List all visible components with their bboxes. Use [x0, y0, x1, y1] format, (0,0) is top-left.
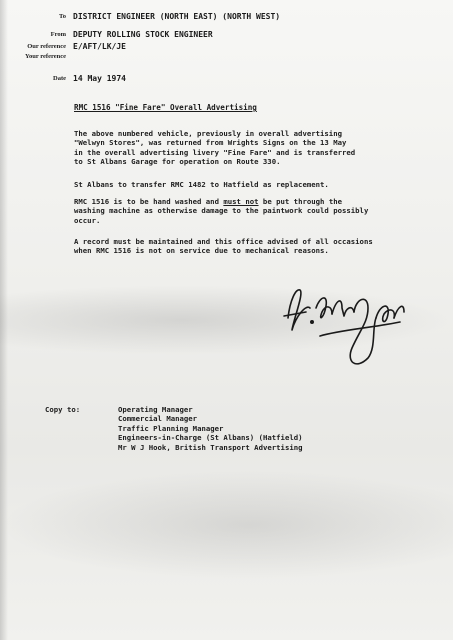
our-reference-label: Our reference — [27, 43, 66, 50]
copy-recipient: Mr W J Hook, British Transport Advertising — [118, 442, 303, 452]
date-value: 14 May 1974 — [73, 74, 126, 83]
photocopy-edge — [0, 0, 8, 640]
paragraph-3-text: RMC 1516 is to be hand washed and — [74, 197, 224, 206]
from-value: DEPUTY ROLLING STOCK ENGINEER — [73, 30, 213, 39]
body-paragraph-4: A record must be maintained and this office advised of all occasions when RMC 1516 is not on service due to mechanical reasons. — [74, 237, 373, 256]
body-paragraph-1: The above numbered vehicle, previously in overall advertising "Welwyn Stores", was returned from Wrights Signs on the 13 May in the overall advertising livery "Fine Fare" and is transferred to St Albans Garage for operation on Route 330. — [74, 129, 356, 166]
from-label: From — [50, 31, 66, 38]
to-value: DISTRICT ENGINEER (NORTH EAST) (NORTH WEST) — [73, 12, 281, 21]
to-label: To — [59, 13, 66, 20]
copy-recipient: Operating Manager — [118, 405, 193, 414]
memo-subject: RMC 1516 "Fine Fare" Overall Advertising — [74, 103, 257, 112]
copy-recipient: Engineers-in-Charge (St Albans) (Hatfield) — [118, 433, 303, 443]
date-label: Date — [53, 75, 66, 82]
copy-to-list — [118, 405, 303, 452]
copy-recipient: Commercial Manager — [118, 414, 198, 424]
paragraph-3-text-end: be put through the washing machine as otherwise damage to the paintwork could possibly occur. — [74, 197, 369, 225]
handwritten-signature — [280, 278, 410, 378]
copy-recipient: Traffic Planning Manager — [118, 423, 224, 433]
emphasis-must-not: must not — [223, 197, 259, 206]
body-paragraph-3 — [74, 197, 404, 225]
your-reference-label: Your reference — [25, 53, 66, 60]
our-reference-value: E/AFT/LK/JE — [73, 42, 126, 51]
copy-to-label: Copy to: — [45, 405, 81, 414]
photocopy-smudge — [0, 470, 453, 580]
body-paragraph-2: St Albans to transfer RMC 1482 to Hatfield as replacement. — [74, 180, 329, 189]
